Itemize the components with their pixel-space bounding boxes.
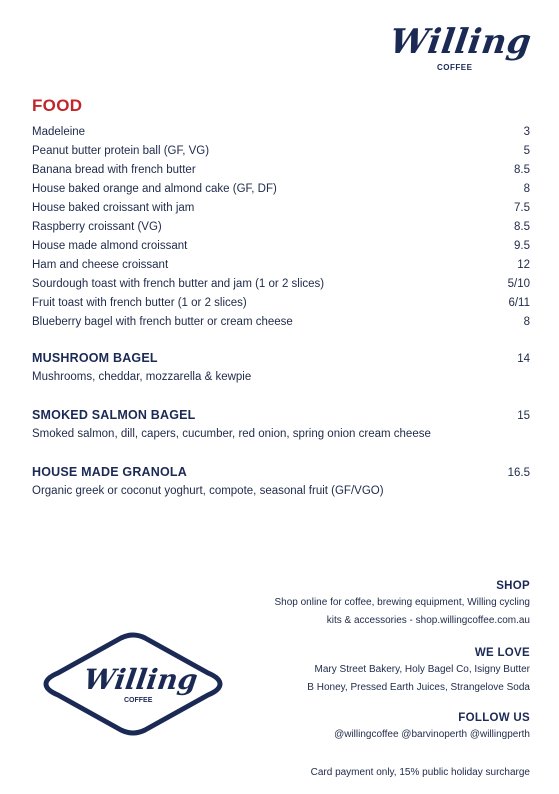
- menu-item-price: 12: [517, 259, 530, 271]
- special-smoked-salmon-bagel: [32, 408, 530, 440]
- menu-item-name: Ham and cheese croissant: [32, 259, 169, 271]
- menu-item: [32, 180, 530, 199]
- special-price: 16.5: [507, 467, 530, 479]
- menu-item-name: Peanut butter protein ball (GF, VG): [32, 145, 210, 157]
- we-love-line: Mary Street Bakery, Holy Bagel Co, Isigny Butter: [314, 664, 530, 675]
- footer-shop: [200, 580, 530, 630]
- menu-item-name: Fruit toast with french butter (1 or 2 slices): [32, 297, 247, 309]
- we-love-line: B Honey, Pressed Earth Juices, Strangelove Soda: [307, 682, 530, 693]
- shop-heading: SHOP: [496, 580, 530, 592]
- shop-line: kits & accessories - shop.willingcoffee.com.au: [326, 615, 530, 626]
- special-description: Smoked salmon, dill, capers, cucumber, red onion, spring onion cream cheese: [32, 428, 431, 440]
- social-handles: @willingcoffee @barvinoperth @willingperth: [334, 729, 530, 740]
- shop-line: Shop online for coffee, brewing equipment, Willing cycling: [274, 597, 530, 608]
- food-heading: FOOD: [32, 96, 83, 115]
- menu-item-price: 3: [523, 126, 530, 138]
- special-name: SMOKED SALMON BAGEL: [32, 408, 196, 422]
- special-price: 14: [517, 353, 530, 365]
- special-house-made-granola: [32, 465, 530, 497]
- menu-item-price: 8.5: [514, 164, 530, 176]
- special-name: HOUSE MADE GRANOLA: [32, 465, 187, 479]
- special-price: 15: [517, 410, 530, 422]
- footer-follow-us: [200, 712, 530, 744]
- menu-item: [32, 161, 530, 180]
- badge-wordmark: Willing: [81, 663, 200, 696]
- follow-heading: FOLLOW US: [458, 712, 530, 724]
- menu-item-name: Raspberry croissant (VG): [32, 221, 162, 233]
- menu-item-name: House made almond croissant: [32, 240, 188, 252]
- brand-logo-top: [387, 22, 535, 76]
- special-description: Mushrooms, cheddar, mozzarella & kewpie: [32, 371, 252, 383]
- menu-item-name: Blueberry bagel with french butter or cream cheese: [32, 316, 293, 328]
- special-description: Organic greek or coconut yoghurt, compote, seasonal fruit (GF/VGO): [32, 485, 384, 497]
- menu-item-price: 8: [523, 316, 530, 328]
- menu-item-price: 9.5: [514, 240, 530, 252]
- brand-subtitle: COFFEE: [437, 63, 473, 72]
- menu-item-name: House baked orange and almond cake (GF, DF): [32, 183, 277, 195]
- menu-item: [32, 237, 530, 256]
- menu-item: [32, 142, 530, 161]
- menu-item: [32, 218, 530, 237]
- menu-item-price: 7.5: [514, 202, 530, 214]
- menu-item-name: Madeleine: [32, 126, 86, 138]
- food-menu-list: [32, 123, 530, 332]
- payment-note: Card payment only, 15% public holiday surcharge: [310, 767, 530, 778]
- footer-note: [200, 764, 530, 782]
- menu-item-name: House baked croissant with jam: [32, 202, 195, 214]
- menu-item-price: 8.5: [514, 221, 530, 233]
- menu-item: [32, 256, 530, 275]
- badge-subtitle: COFFEE: [124, 697, 153, 704]
- menu-item: [32, 294, 530, 313]
- menu-item: [32, 199, 530, 218]
- menu-item-price: 5/10: [507, 278, 530, 290]
- menu-item-price: 6/11: [508, 297, 530, 309]
- brand-wordmark: Willing: [387, 22, 535, 62]
- we-love-heading: WE LOVE: [474, 647, 530, 659]
- menu-item: [32, 275, 530, 294]
- menu-item-name: Sourdough toast with french butter and jam (1 or 2 slices): [32, 278, 325, 290]
- menu-item-price: 8: [523, 183, 530, 195]
- menu-item: [32, 313, 530, 332]
- menu-item: [32, 123, 530, 142]
- footer-we-love: [200, 647, 530, 697]
- menu-item-price: 5: [523, 145, 530, 157]
- special-mushroom-bagel: [32, 351, 530, 383]
- special-name: MUSHROOM BAGEL: [32, 351, 158, 365]
- menu-item-name: Banana bread with french butter: [32, 164, 196, 176]
